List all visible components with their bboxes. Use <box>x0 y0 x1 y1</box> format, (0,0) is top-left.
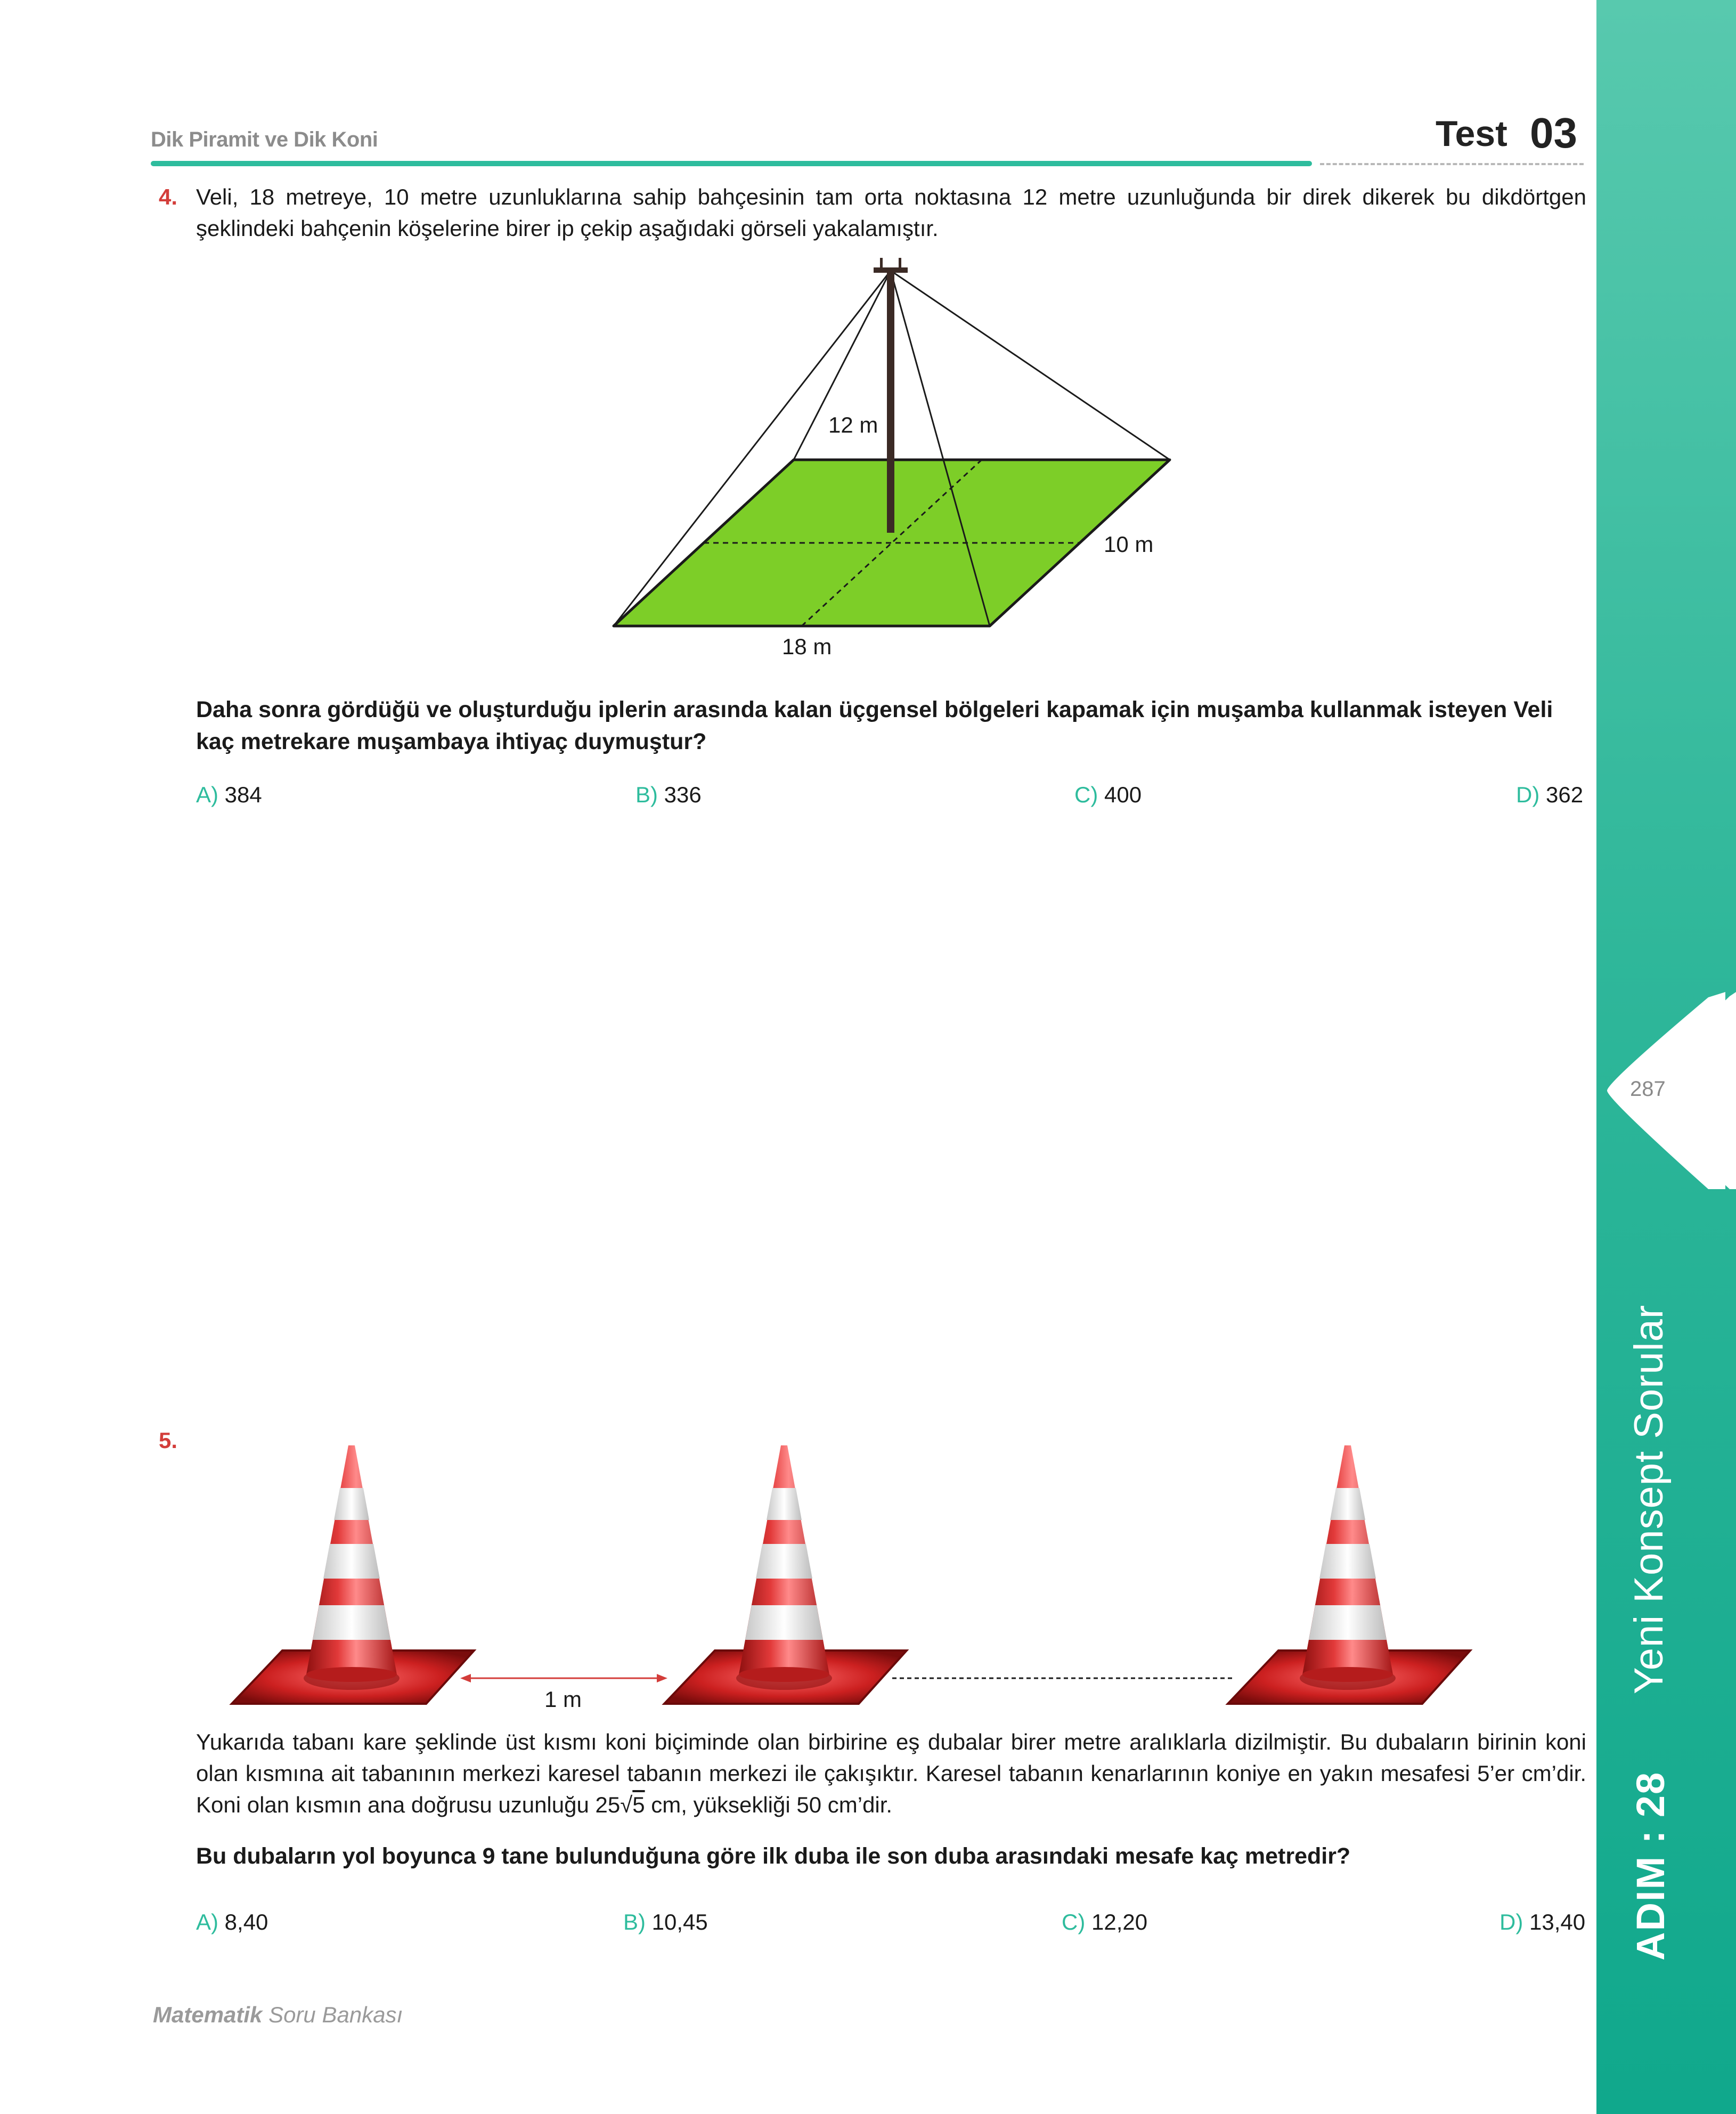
option-letter: C) <box>1074 782 1098 807</box>
option-value: 10,45 <box>651 1909 708 1934</box>
option-letter: A) <box>196 782 218 807</box>
question-4-prompt: Daha sonra gördüğü ve oluşturduğu iplerin arasında kalan üçgensel bölgeleri kapamak için muşamba kullanmak isteyen Veli kaç metrekare muşambaya ihtiyaç duymuştur? <box>196 697 1553 754</box>
option-value: 12,20 <box>1091 1909 1148 1934</box>
pole-crossbar <box>874 267 908 273</box>
cone-2 <box>664 1445 907 1704</box>
section-title: Dik Piramit ve Dik Koni <box>151 128 378 151</box>
test-number: 03 <box>1530 109 1577 157</box>
q4-option-b[interactable] <box>635 782 702 808</box>
pyramid-figure <box>607 250 1193 666</box>
page-number-tab <box>1596 992 1736 1189</box>
q5-option-b[interactable] <box>623 1909 708 1935</box>
option-value: 384 <box>224 782 262 807</box>
width-label: 10 m <box>1104 532 1154 557</box>
footer-subject: Matematik <box>153 2002 263 2027</box>
option-value: 13,40 <box>1529 1909 1586 1934</box>
option-letter: B) <box>623 1909 646 1934</box>
q4-option-a[interactable] <box>196 782 262 808</box>
q4-option-c[interactable] <box>1074 782 1142 808</box>
option-letter: C) <box>1062 1909 1086 1934</box>
sqrt-value: 5 <box>632 1792 645 1817</box>
footer <box>153 2002 403 2028</box>
height-label: 12 m <box>828 412 878 437</box>
option-letter: A) <box>196 1909 218 1934</box>
question-4-number: 4. <box>159 184 178 209</box>
pole <box>887 269 894 533</box>
question-5-number: 5. <box>159 1428 178 1453</box>
question-4-text: Veli, 18 metreye, 10 metre uzunluklarına sahip bahçesinin tam orta noktasına 12 metre uzunluğunda bir direk dikerek bu dikdörtgen şeklindeki bahçenin köşelerine birer ip çekip aşağıdaki görseli yakalamıştır. <box>196 184 1586 241</box>
header-rule <box>151 161 1312 166</box>
q5-option-d[interactable] <box>1499 1909 1585 1935</box>
spacing-label: 1 m <box>544 1687 582 1712</box>
option-letter: D) <box>1516 782 1540 807</box>
q4-option-d[interactable] <box>1516 782 1583 808</box>
cone-3 <box>1228 1445 1470 1704</box>
band-step: ADIM : 28 <box>1628 1771 1673 1961</box>
cones-figure <box>213 1433 1481 1721</box>
option-letter: B) <box>635 782 658 807</box>
rope-back-right <box>891 271 1170 460</box>
option-value: 400 <box>1104 782 1142 807</box>
question-5-prompt: Bu dubaların yol boyunca 9 tane bulunduğuna göre ilk duba ile son duba arasındaki mesafe kaç metredir? <box>196 1843 1351 1869</box>
header-dashed-rule <box>1320 163 1584 165</box>
length-label: 18 m <box>782 634 832 659</box>
question-5-text: Yukarıda tabanı kare şeklinde üst kısmı koni biçiminde olan birbirine eş dubalar birer metre aralıklarla dizilmiştir. Bu dubaların birinin koni olan kısmına ait tabanının merkezi karesel tabanın merkezi ile çakışıktır. Karesel tabanın kenarlarının koniye en yakın mesafesi 5’er cm’dir. Koni olan kısmın ana doğrusu uzunluğu 25√5 cm, yüksekliği 50 cm’dir. <box>196 1729 1586 1817</box>
page-number: 287 <box>1630 1077 1666 1101</box>
band-title: Yeni Konsept Sorular <box>1626 1304 1672 1694</box>
q5-option-a[interactable] <box>196 1909 268 1935</box>
footer-book: Soru Bankası <box>262 2002 403 2027</box>
test-label: Test <box>1436 113 1507 154</box>
q5-option-c[interactable] <box>1062 1909 1147 1935</box>
option-value: 362 <box>1546 782 1584 807</box>
option-letter: D) <box>1499 1909 1523 1934</box>
sqrt-symbol: √ <box>620 1792 633 1817</box>
cone-1 <box>232 1445 474 1704</box>
option-value: 336 <box>664 782 702 807</box>
option-value: 8,40 <box>224 1909 268 1934</box>
